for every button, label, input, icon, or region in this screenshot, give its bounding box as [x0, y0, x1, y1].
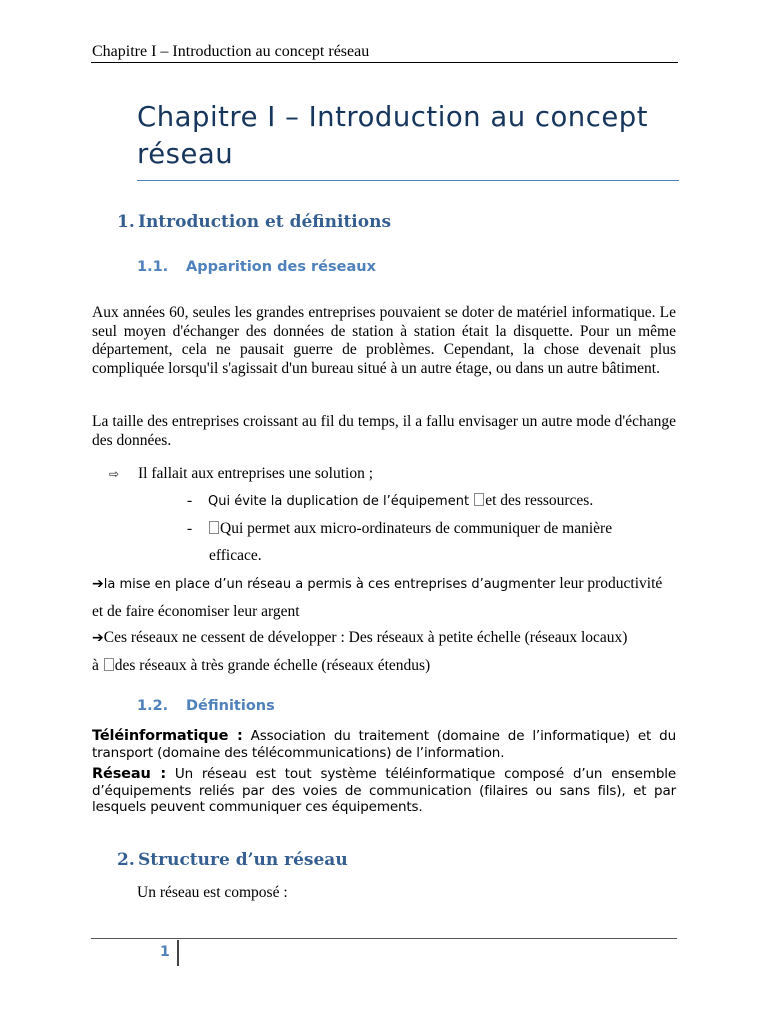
- heading-section-1: [117, 212, 391, 232]
- paragraph-growth: La taille des entreprises croissant au fil du temps, il a fallu envisager un autre mode d'échange des données.: [92, 413, 676, 449]
- heading-number: 1.2.: [137, 698, 169, 714]
- arrow-statement-text: Ces réseaux ne cessent de développer : Des réseaux à petite échelle (réseaux locaux): [103, 629, 628, 646]
- hollow-arrow-icon: ⇨: [109, 467, 120, 481]
- chapter-title-line-1: Chapitre I – Introduction au concept: [137, 101, 649, 133]
- arrow-statement-1: [92, 575, 662, 593]
- sub-bullet-text-a: Qui permet aux micro-ordinateurs de communiquer de manière: [220, 520, 613, 537]
- arrow-statement-text-a: à: [92, 657, 103, 674]
- heading-number: 1.: [117, 212, 135, 232]
- sub-bullet-2: [187, 520, 612, 538]
- heading-text: Structure d’un réseau: [138, 850, 348, 870]
- heading-text: Définitions: [186, 698, 275, 714]
- heading-number: 2.: [117, 850, 135, 870]
- footer-rule: [91, 938, 677, 939]
- page-number-divider: [177, 940, 179, 966]
- chapter-title-line-2: réseau: [137, 138, 234, 170]
- page-number: 1: [160, 944, 170, 960]
- heading-section-2: [117, 850, 348, 870]
- heading-section-1-2: [137, 698, 275, 714]
- arrow-statement-text-b: des réseaux à très grande échelle (réseaux étendus): [114, 657, 431, 674]
- missing-glyph-icon: [209, 521, 219, 534]
- bullet-text: Il fallait aux entreprises une solution ;: [138, 465, 374, 482]
- heading-text: Apparition des réseaux: [186, 259, 376, 275]
- definition-term: Réseau :: [92, 766, 166, 782]
- heading-section-1-1: [137, 259, 376, 275]
- sub-bullet-text-b: et des ressources.: [485, 492, 594, 509]
- dash-marker: -: [187, 520, 193, 537]
- right-arrow-icon: ➔: [92, 576, 104, 592]
- dash-marker: -: [187, 492, 193, 509]
- header-rule: [91, 62, 678, 63]
- arrow-statement-1-continuation: et de faire économiser leur argent: [92, 603, 300, 620]
- chapter-title: [137, 99, 697, 173]
- definition-text: Association du traitement (domaine de l’informatique) et du transport (domaine des télécommunications) de l’information.: [92, 728, 676, 761]
- definition-text: Un réseau est tout système téléinformatique composé d’un ensemble d’équipements reliés par des voies de communication (filaires ou sans fils), et par lesquels peuvent communiquer ces équipements.: [92, 766, 677, 815]
- arrow-statement-2-continuation: [92, 657, 430, 675]
- paragraph-history: Aux années 60, seules les grandes entreprises pouvaient se doter de matériel informatique. Le seul moyen d'échanger des données de station à station était la disquette. Pour un même département, cela ne pausait guerre de problèmes. Cependant, la chose devenait plus compliquée lorsqu'il s'agissait d'un bureau situé à un autre étage, ou dans un autre bâtiment.: [92, 304, 676, 377]
- arrow-statement-2: [92, 629, 627, 647]
- arrow-statement-text-b: leur productivité: [555, 575, 663, 592]
- definition-term: Téléinformatique :: [92, 728, 243, 744]
- running-header: Chapitre I – Introduction au concept réseau: [92, 43, 370, 60]
- right-arrow-icon: ➔: [92, 630, 104, 646]
- heading-text: Introduction et définitions: [138, 212, 392, 232]
- sub-bullet-1: [187, 492, 593, 510]
- arrow-statement-text-a: la mise en place d’un réseau a permis à ces entreprises d’augmenter: [103, 577, 556, 592]
- paragraph-composition: Un réseau est composé :: [137, 884, 288, 901]
- heading-number: 1.1.: [137, 259, 169, 275]
- sub-bullet-2-continuation: efficace.: [209, 547, 262, 564]
- missing-glyph-icon: [474, 493, 484, 506]
- sub-bullet-text-a: Qui évite la duplication de l’équipement: [208, 494, 474, 509]
- bullet-solution: [109, 465, 373, 483]
- definition-teleinformatique: [92, 728, 676, 761]
- title-rule: [137, 180, 679, 181]
- missing-glyph-icon: [104, 658, 114, 671]
- definition-reseau: [92, 766, 676, 816]
